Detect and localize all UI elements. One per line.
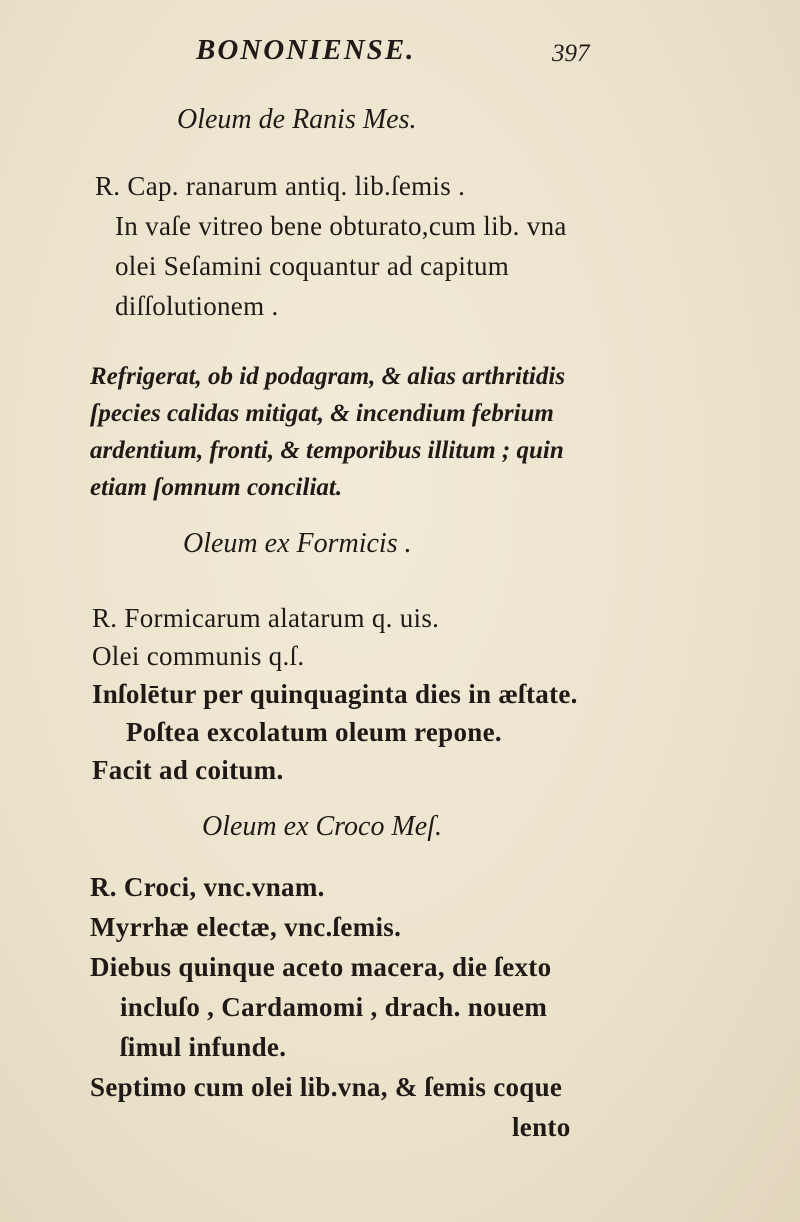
note-line: etiam ſomnum conciliat. bbox=[90, 474, 343, 501]
recipe-line: ſimul infunde. bbox=[120, 1032, 287, 1062]
recipe-line: R. Formicarum alatarum q. uis. bbox=[92, 603, 440, 633]
recipe-line: Septimo cum olei lib.vna, & ſemis coque bbox=[90, 1072, 563, 1102]
recipe-line: R. Croci, vnc.vnam. bbox=[90, 872, 325, 902]
note-line: ardentium, fronti, & temporibus illitum ; quin bbox=[90, 437, 564, 464]
recipe-line: Diebus quinque aceto macera, die ſexto bbox=[90, 952, 552, 982]
recipe-line: Inſolētur per quinquaginta dies in æſtate. bbox=[92, 679, 578, 709]
running-head: BONONIENSE. bbox=[196, 34, 416, 66]
recipe-line: R. Cap. ranarum antiq. lib.ſemis . bbox=[95, 171, 466, 201]
recipe-line: incluſo , Cardamomi , drach. nouem bbox=[120, 992, 548, 1022]
recipe-line: In vaſe vitreo bene obturato,cum lib. vna bbox=[115, 211, 567, 241]
recipe-line: Myrrhæ electæ, vnc.ſemis. bbox=[90, 912, 402, 942]
recipe-line: Poſtea excolatum oleum repone. bbox=[126, 717, 502, 747]
section-title-oleum-de-ranis: Oleum de Ranis Mes. bbox=[177, 104, 417, 135]
note-line: Refrigerat, ob id podagram, & alias arthritidis bbox=[90, 363, 566, 390]
section-title-oleum-ex-croco: Oleum ex Croco Meſ. bbox=[202, 811, 442, 842]
recipe-line: Facit ad coitum. bbox=[92, 755, 284, 785]
section-title-oleum-ex-formicis: Oleum ex Formicis . bbox=[183, 528, 412, 559]
note-line: ſpecies calidas mitigat, & incendium febrium bbox=[90, 400, 554, 427]
recipe-line: olei Seſamini coquantur ad capitum bbox=[115, 251, 510, 281]
recipe-line: Olei communis q.ſ. bbox=[92, 641, 305, 671]
page-number: 397 bbox=[552, 40, 590, 67]
catchword: lento bbox=[512, 1112, 571, 1142]
recipe-line: diſſolutionem . bbox=[115, 291, 279, 321]
